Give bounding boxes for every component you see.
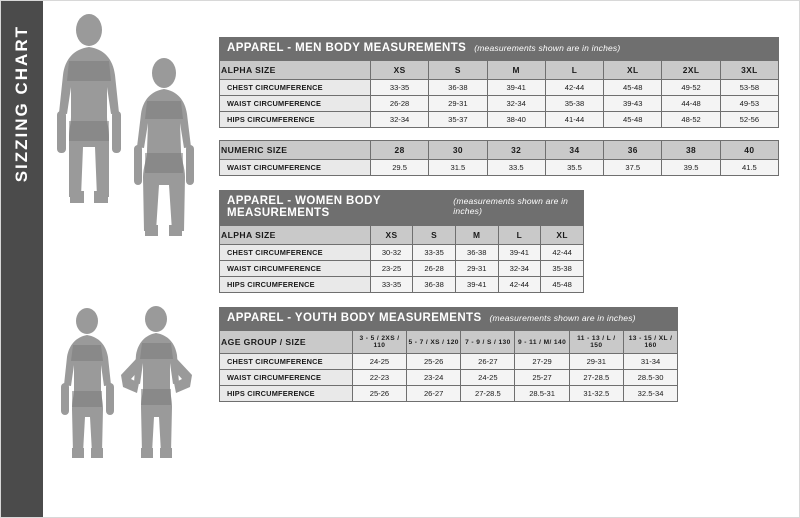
cell: 31-32.5 bbox=[569, 386, 623, 402]
table-block-numeric bbox=[219, 140, 779, 176]
cell: 39-41 bbox=[487, 80, 545, 96]
table-header-men bbox=[219, 37, 779, 60]
youth-figure-left bbox=[61, 308, 114, 458]
cell: 31-34 bbox=[623, 354, 677, 370]
row-label: HIPS CIRCUMFERENCE bbox=[220, 386, 353, 402]
column-header: 9 - 11 / M/ 140 bbox=[515, 331, 569, 354]
column-header: 40 bbox=[720, 141, 778, 160]
cell: 41.5 bbox=[720, 160, 778, 176]
cell: 36-38 bbox=[429, 80, 487, 96]
column-header: XS bbox=[370, 226, 413, 245]
column-header: 32 bbox=[487, 141, 545, 160]
cell: 52-56 bbox=[720, 112, 778, 128]
cell: 27-28.5 bbox=[461, 386, 515, 402]
table-header-youth bbox=[219, 307, 678, 330]
cell: 36-38 bbox=[413, 277, 456, 293]
cell: 42-44 bbox=[541, 245, 584, 261]
cell: 33-35 bbox=[413, 245, 456, 261]
cell: 24-25 bbox=[461, 370, 515, 386]
cell: 28.5-30 bbox=[623, 370, 677, 386]
cell: 32-34 bbox=[370, 112, 428, 128]
table-row bbox=[220, 370, 678, 386]
column-header: ALPHA SIZE bbox=[220, 61, 371, 80]
row-label: CHEST CIRCUMFERENCE bbox=[220, 80, 371, 96]
cell: 45-48 bbox=[604, 112, 662, 128]
cell: 39.5 bbox=[662, 160, 720, 176]
cell: 35-37 bbox=[429, 112, 487, 128]
cell: 32-34 bbox=[487, 96, 545, 112]
cell: 26-28 bbox=[370, 96, 428, 112]
column-header: 7 - 9 / S / 130 bbox=[461, 331, 515, 354]
table-women bbox=[219, 225, 584, 293]
column-header: 36 bbox=[604, 141, 662, 160]
cell: 29-31 bbox=[429, 96, 487, 112]
row-label: HIPS CIRCUMFERENCE bbox=[220, 112, 371, 128]
cell: 37.5 bbox=[604, 160, 662, 176]
row-label: HIPS CIRCUMFERENCE bbox=[220, 277, 371, 293]
cell: 53-58 bbox=[720, 80, 778, 96]
cell: 42-44 bbox=[545, 80, 603, 96]
table-row bbox=[220, 354, 678, 370]
column-header: 34 bbox=[545, 141, 603, 160]
table-note-women: (measurements shown are in inches) bbox=[453, 196, 569, 216]
column-header: AGE GROUP / SIZE bbox=[220, 331, 353, 354]
cell: 32-34 bbox=[498, 261, 541, 277]
row-label: CHEST CIRCUMFERENCE bbox=[220, 354, 353, 370]
cell: 38-40 bbox=[487, 112, 545, 128]
cell: 29.5 bbox=[370, 160, 428, 176]
column-header: L bbox=[498, 226, 541, 245]
column-header: 5 - 7 / XS / 120 bbox=[407, 331, 461, 354]
cell: 23-25 bbox=[370, 261, 413, 277]
cell: 29-31 bbox=[569, 354, 623, 370]
table-numeric bbox=[219, 140, 779, 176]
table-row bbox=[220, 277, 584, 293]
cell: 25-26 bbox=[407, 354, 461, 370]
figures-svg bbox=[43, 1, 215, 518]
cell: 27-28.5 bbox=[569, 370, 623, 386]
row-label: WAIST CIRCUMFERENCE bbox=[220, 96, 371, 112]
cell: 32.5-34 bbox=[623, 386, 677, 402]
column-header: L bbox=[545, 61, 603, 80]
cell: 24-25 bbox=[352, 354, 406, 370]
table-row bbox=[220, 61, 779, 80]
cell: 39-43 bbox=[604, 96, 662, 112]
row-label: WAIST CIRCUMFERENCE bbox=[220, 370, 353, 386]
column-header: XS bbox=[370, 61, 428, 80]
cell: 27-29 bbox=[515, 354, 569, 370]
cell: 23-24 bbox=[407, 370, 461, 386]
cell: 41-44 bbox=[545, 112, 603, 128]
table-note-youth: (measurements shown are in inches) bbox=[489, 313, 636, 323]
table-block-men bbox=[219, 37, 779, 128]
table-youth bbox=[219, 330, 678, 402]
cell: 39-41 bbox=[498, 245, 541, 261]
adult-female-figure bbox=[134, 58, 194, 236]
cell: 45-48 bbox=[541, 277, 584, 293]
table-note-men: (measurements shown are in inches) bbox=[474, 43, 621, 53]
tables-container bbox=[219, 37, 779, 416]
cell: 35-38 bbox=[545, 96, 603, 112]
cell: 44-48 bbox=[662, 96, 720, 112]
cell: 33.5 bbox=[487, 160, 545, 176]
banner-title bbox=[1, 1, 43, 518]
table-row bbox=[220, 245, 584, 261]
column-header: M bbox=[455, 226, 498, 245]
table-row bbox=[220, 331, 678, 354]
banner-title-text: SIZZING CHART bbox=[12, 25, 31, 183]
column-header: S bbox=[413, 226, 456, 245]
table-row bbox=[220, 261, 584, 277]
cell: 33-35 bbox=[370, 80, 428, 96]
table-block-youth bbox=[219, 307, 779, 402]
table-row bbox=[220, 112, 779, 128]
column-header: 3XL bbox=[720, 61, 778, 80]
column-header: XL bbox=[541, 226, 584, 245]
column-header: XL bbox=[604, 61, 662, 80]
adult-male-figure bbox=[57, 14, 121, 203]
table-men bbox=[219, 60, 779, 128]
column-header: M bbox=[487, 61, 545, 80]
row-label: WAIST CIRCUMFERENCE bbox=[220, 160, 371, 176]
cell: 42-44 bbox=[498, 277, 541, 293]
table-row bbox=[220, 96, 779, 112]
cell: 36-38 bbox=[455, 245, 498, 261]
cell: 26-27 bbox=[461, 354, 515, 370]
column-header: 38 bbox=[662, 141, 720, 160]
figure-illustrations bbox=[43, 1, 215, 518]
column-header: 28 bbox=[370, 141, 428, 160]
column-header: 3 - 5 / 2XS / 110 bbox=[352, 331, 406, 354]
table-row bbox=[220, 141, 779, 160]
cell: 26-27 bbox=[407, 386, 461, 402]
cell: 26-28 bbox=[413, 261, 456, 277]
table-header-women bbox=[219, 190, 584, 225]
table-title-women: APPAREL - WOMEN BODY MEASUREMENTS bbox=[227, 195, 381, 219]
column-header: S bbox=[429, 61, 487, 80]
cell: 28.5-31 bbox=[515, 386, 569, 402]
row-label: WAIST CIRCUMFERENCE bbox=[220, 261, 371, 277]
cell: 29-31 bbox=[455, 261, 498, 277]
cell: 31.5 bbox=[429, 160, 487, 176]
table-title-men: APPAREL - MEN BODY MEASUREMENTS bbox=[227, 42, 467, 54]
row-label: CHEST CIRCUMFERENCE bbox=[220, 245, 371, 261]
column-header: ALPHA SIZE bbox=[220, 226, 371, 245]
table-row bbox=[220, 226, 584, 245]
cell: 48-52 bbox=[662, 112, 720, 128]
cell: 35-38 bbox=[541, 261, 584, 277]
cell: 33-35 bbox=[370, 277, 413, 293]
column-header: NUMERIC SIZE bbox=[220, 141, 371, 160]
table-title-youth: APPAREL - YOUTH BODY MEASUREMENTS bbox=[227, 312, 482, 324]
cell: 30-32 bbox=[370, 245, 413, 261]
table-row bbox=[220, 80, 779, 96]
column-header: 11 - 13 / L / 150 bbox=[569, 331, 623, 354]
column-header: 2XL bbox=[662, 61, 720, 80]
table-row bbox=[220, 160, 779, 176]
cell: 45-48 bbox=[604, 80, 662, 96]
cell: 39-41 bbox=[455, 277, 498, 293]
cell: 22-23 bbox=[352, 370, 406, 386]
cell: 25-26 bbox=[352, 386, 406, 402]
table-row bbox=[220, 386, 678, 402]
cell: 49-52 bbox=[662, 80, 720, 96]
table-block-women bbox=[219, 190, 779, 293]
column-header: 30 bbox=[429, 141, 487, 160]
column-header: 13 - 15 / XL / 160 bbox=[623, 331, 677, 354]
cell: 49-53 bbox=[720, 96, 778, 112]
youth-figure-right bbox=[121, 306, 192, 458]
cell: 25-27 bbox=[515, 370, 569, 386]
cell: 35.5 bbox=[545, 160, 603, 176]
